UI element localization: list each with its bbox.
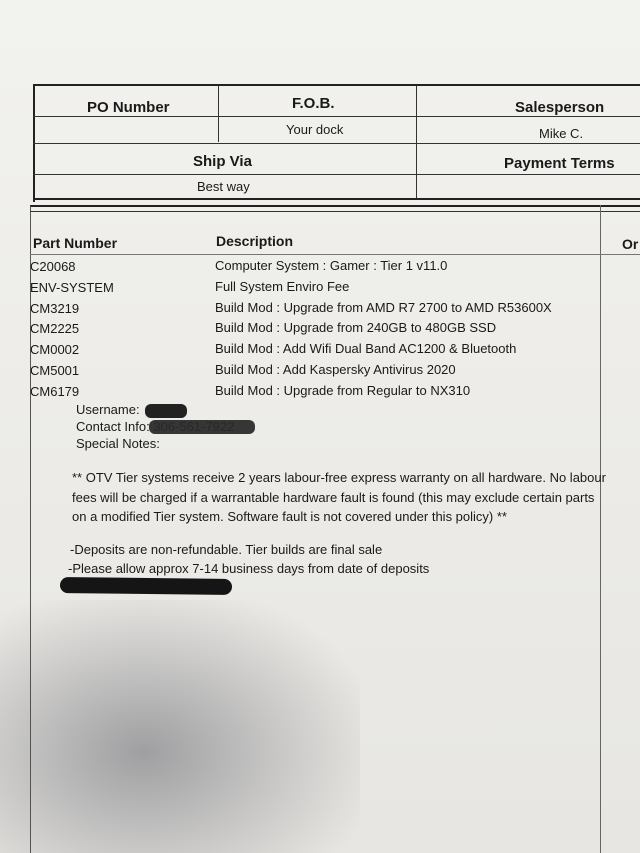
header-divider	[33, 143, 640, 144]
row-part-number: CM2225	[30, 321, 80, 336]
redaction-mark	[145, 404, 187, 418]
row-part-number: ENV-SYSTEM	[30, 280, 114, 295]
row-description: Build Mod : Upgrade from Regular to NX310	[215, 383, 471, 398]
special-notes-label: Special Notes:	[76, 436, 160, 451]
phone-shadow	[0, 600, 360, 853]
row-description: Build Mod : Upgrade from AMD R7 2700 to AMD R53600X	[215, 300, 552, 315]
allow-note: -Please allow approx 7-14 business days from date of deposits	[68, 561, 430, 576]
order-header: Or	[622, 236, 639, 252]
column-header-underline	[30, 254, 640, 255]
ship-via-label: Ship Via	[193, 153, 252, 170]
header-divider	[33, 174, 640, 175]
ship-via-value: Best way	[197, 179, 250, 194]
username-line	[76, 402, 187, 418]
fob-value: Your dock	[286, 122, 344, 137]
row-description: Build Mod : Add Wifi Dual Band AC1200 & Bluetooth	[215, 341, 517, 356]
redaction-mark	[149, 420, 255, 434]
header-divider	[33, 198, 640, 200]
row-description: Build Mod : Add Kaspersky Antivirus 2020	[215, 362, 456, 377]
description-header: Description	[216, 233, 294, 249]
row-description: Full System Enviro Fee	[215, 279, 350, 294]
contact-line	[76, 419, 234, 434]
salesperson-label: Salesperson	[515, 99, 605, 116]
order-column-divider	[600, 205, 601, 853]
contact-label: Contact Info:	[76, 419, 150, 434]
part-number-header: Part Number	[33, 235, 118, 251]
row-part-number: CM0002	[30, 342, 80, 357]
deposit-note: -Deposits are non-refundable. Tier builds are final sale	[70, 542, 383, 557]
row-part-number: CM6179	[30, 384, 80, 399]
row-part-number: CM5001	[30, 363, 80, 378]
salesperson-value: Mike C.	[539, 126, 584, 141]
header-divider	[33, 116, 640, 117]
redaction-scribble	[60, 577, 232, 595]
row-part-number: C20068	[30, 259, 76, 274]
warranty-note: ** OTV Tier systems receive 2 years labour-free express warranty on all hardware. No labour	[72, 470, 606, 485]
payment-terms-label: Payment Terms	[504, 155, 615, 172]
header-column-divider	[416, 86, 417, 198]
warranty-note: on a modified Tier system. Software fault is not covered under this policy) **	[72, 509, 507, 524]
warranty-note: fees will be charged if a warrantable hardware fault is found (this may exclude certain parts	[72, 490, 595, 505]
box-top-rule	[30, 211, 640, 212]
row-description: Build Mod : Upgrade from 240GB to 480GB SSD	[215, 320, 497, 335]
fob-label: F.O.B.	[292, 95, 335, 112]
row-description: Computer System : Gamer : Tier 1 v11.0	[215, 258, 448, 273]
username-label: Username:	[76, 402, 140, 417]
po-number-label: PO Number	[87, 99, 170, 116]
row-part-number: CM3219	[30, 301, 80, 316]
header-column-divider	[218, 86, 219, 142]
